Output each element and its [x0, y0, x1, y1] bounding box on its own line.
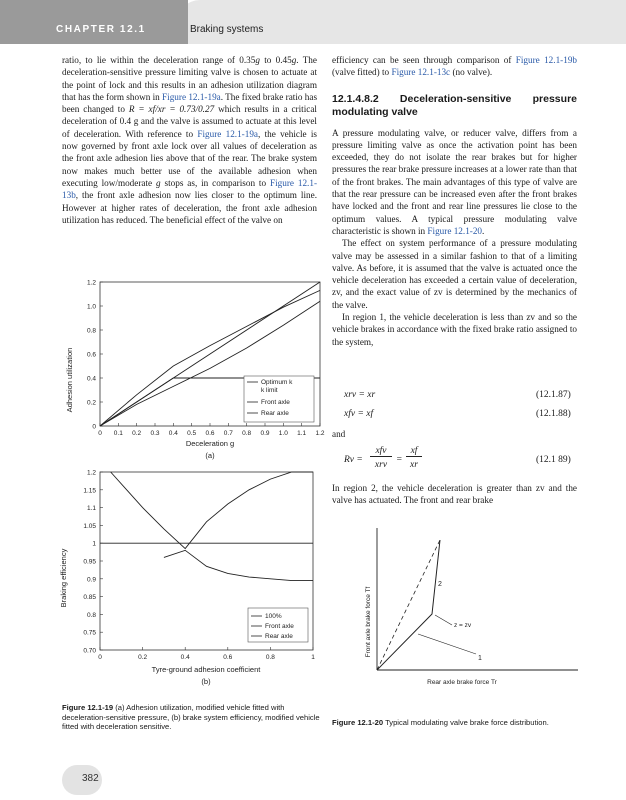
figure-link[interactable]: Figure 12.1-20	[427, 225, 483, 236]
equation-12-1-87: xrv = xr	[344, 390, 376, 400]
y-tick-label: 1.2	[86, 279, 96, 287]
x-tick-label: 0.7	[223, 430, 233, 437]
equation-number: (12.1.88)	[536, 409, 571, 419]
x-tick-label: 0.6	[223, 654, 233, 661]
and-word: and	[332, 429, 346, 439]
x-tick-label: 0.1	[113, 430, 123, 437]
fraction-numerator: xfv	[370, 446, 392, 457]
y-tick-label: 0.95	[83, 558, 96, 566]
text-run: (valve fitted) to	[332, 67, 392, 78]
caption-text: Typical modulating valve brake force distribution.	[385, 718, 549, 727]
right-column-text	[332, 54, 577, 348]
x-tick-label: 0.4	[168, 430, 178, 437]
text-run: efficiency can be seen through comparison of	[332, 55, 516, 65]
figure-19b-chart	[58, 466, 328, 688]
legend-front-axle: Front axle	[261, 399, 290, 406]
x-tick-label: 0.3	[150, 430, 160, 437]
text-run: g	[255, 55, 260, 65]
ratio-formula: R = xf/xr = 0.73/0.27	[128, 104, 215, 115]
y-tick-label: 1.05	[83, 522, 96, 530]
x-tick-label: 1.0	[278, 430, 288, 437]
text-run: to 0.45	[259, 55, 292, 65]
series-line-front-axle	[164, 550, 313, 580]
paragraph: In region 2, the vehicle deceleration is greater than zv and the valve has actuated. The front and rear brake	[332, 483, 577, 506]
figure-link[interactable]: Figure 12.1-19a	[197, 128, 259, 139]
legend-100: 100%	[265, 613, 282, 620]
x-tick-label: 0.9	[260, 430, 270, 437]
y-tick-label: 0.9	[86, 576, 96, 584]
caption-label: Figure 12.1-19	[62, 703, 114, 712]
header-section-tab	[178, 0, 626, 44]
legend-rear-axle: Rear axle	[265, 633, 293, 640]
y-tick-label: 0.8	[86, 611, 96, 619]
figure-sublabel: (a)	[205, 451, 215, 460]
y-tick-label: 0.70	[83, 647, 96, 655]
legend-optimum: Optimum k	[261, 379, 293, 386]
figure-20-caption	[332, 718, 582, 728]
y-tick-label: 0.2	[86, 399, 96, 407]
legend-front-axle: Front axle	[265, 623, 294, 630]
y-ticks	[87, 280, 103, 431]
figure-20-diagram	[358, 522, 583, 694]
x-tick-label: 0.4	[180, 654, 190, 661]
equation-number: (12.1.87)	[536, 390, 571, 400]
x-axis-label: Rear axle brake force Tr	[427, 679, 497, 686]
y-tick-label: 0.8	[86, 327, 96, 335]
fraction-numerator: xf	[406, 446, 422, 457]
figure-link[interactable]: Figure 12.1-19a	[162, 91, 221, 102]
figure-19-caption	[62, 703, 324, 732]
header-chapter-tab	[0, 0, 188, 44]
x-tick-label: 0.8	[242, 430, 252, 437]
page-number-badge	[62, 765, 102, 795]
text-run: .	[482, 225, 485, 236]
text-run: . The deceleration-sensitive pressure limiting valve is chosen to actuate at the point of lock and this results in an adhesion utilization diagram that has the form shown in	[62, 55, 317, 102]
text-run: (no valve).	[450, 67, 493, 78]
text-run: stops as, in comparison to	[160, 177, 270, 188]
chapter-label: CHAPTER 12.1	[56, 24, 146, 35]
y-tick-label: 1.15	[83, 487, 96, 495]
annotation-leader	[418, 634, 476, 654]
text-run: , the vehicle is now governed by front axle lock over all values of deceleration as the front axle adhesion lies above that of the rear. The brake system now makes much better use of the available adhesion when executing low/moderate	[62, 128, 318, 188]
equation-number: (12.1 89)	[536, 455, 571, 465]
y-tick-label: 0.4	[86, 375, 96, 383]
x-axis-label: Deceleration g	[185, 439, 235, 448]
caption-label: Figure 12.1-20	[332, 718, 384, 727]
series-lines	[100, 472, 313, 581]
y-tick-label: 1.1	[86, 505, 96, 513]
z-zv-label: z = zv	[454, 622, 472, 629]
text-run: g	[291, 55, 297, 65]
region-2-label: 2	[438, 581, 442, 588]
x-tick-label: 0.2	[138, 654, 148, 661]
figure-link[interactable]: Figure 12.1-13c	[391, 67, 451, 78]
y-tick-label: 0	[92, 423, 96, 431]
x-tick-label: 1.1	[297, 430, 307, 437]
y-tick-label: 0.6	[86, 351, 96, 359]
x-tick-label: 1	[311, 654, 315, 661]
x-axis-label: Tyre-ground adhesion coefficient	[151, 665, 261, 674]
figure-link[interactable]: Figure 12.1-13b	[62, 177, 318, 201]
y-tick-label: 1.2	[86, 469, 96, 477]
equation-12-1-88: xfv = xf	[344, 409, 374, 419]
x-tick-label: 1.2	[315, 430, 325, 437]
figure-19a-chart	[58, 272, 328, 464]
y-axis-label: Adhesion utilization	[65, 347, 74, 413]
x-tick-label: 0.5	[187, 430, 197, 437]
fraction-denominator: xr	[410, 460, 418, 470]
section-title: Braking systems	[190, 24, 264, 35]
x-tick-label: 0.2	[132, 430, 142, 437]
paragraph: In region 1, the vehicle deceleration is less than zv and so the vehicle brakes in accordance with the fixed brake ratio assigned to the system,	[332, 312, 577, 347]
y-tick-label: 1	[92, 540, 96, 548]
x-tick-label: 0.6	[205, 430, 215, 437]
x-ticks	[98, 647, 315, 661]
optimum-dashed-line	[377, 540, 440, 670]
paragraph: The effect on system performance of a pressure modulating valve may be assessed in a similar fashion to that of a limiting valve. As before, it is assumed that the valve is actuated once the vehicle deceleration has exceeded a certain value of deceleration, zv, and the exact value of zv is determined by the mechanics of the valve.	[332, 238, 577, 310]
text-run: g	[156, 177, 161, 188]
text-run: , the front axle adhesion now lies closer to the optimum line. However at higher rates of deceleration, the front axle adhesion utilization has reduced. The beneficial effect of the valve on	[62, 190, 317, 225]
section-heading: 12.1.4.8.2 Deceleration-sensitive pressure modulating valve	[332, 92, 577, 118]
text-run: which results in a critical deceleration of 0.4 g and the valve is assumed to actuate at this level of deceleration. With reference to	[62, 104, 317, 139]
series-line-rear-axle	[111, 472, 313, 549]
x-tick-label: 0.8	[265, 654, 275, 661]
y-tick-label: 0.85	[83, 594, 96, 602]
fraction-denominator: xrv	[374, 460, 388, 470]
region-1-label: 1	[478, 655, 482, 662]
equation-12-1-89-lhs: Rv =	[344, 455, 363, 465]
caption-text: (a) Adhesion utilization, modified vehicle fitted with deceleration-sensitive pressure, (b) brake system efficiency, modified vehicle fitted with deceleration sensitive.	[62, 703, 320, 732]
y-tick-label: 1.0	[86, 303, 96, 311]
y-axis-label: Front axle brake force Tf	[365, 586, 372, 658]
x-ticks	[98, 423, 325, 437]
legend-rear-axle: Rear axle	[261, 410, 289, 417]
page-number: 382	[82, 773, 99, 784]
figure-sublabel: (b)	[201, 677, 211, 686]
y-tick-label: 0.75	[83, 629, 96, 637]
annotation-arrow	[435, 615, 452, 625]
y-axis-label: Braking efficiency	[59, 548, 68, 608]
legend-k-limit: k limit	[261, 387, 278, 394]
x-tick-label: 0	[98, 654, 102, 661]
text-run: ratio, to lie within the deceleration range of 0.35	[62, 55, 256, 65]
equals-sign: =	[396, 455, 403, 465]
text-run: A pressure modulating valve, or reducer valve, differs from a pressure limiting valve as once the activation point has been exceeded, they do not isolate the rear brakes but for higher pressures the rear brake pressure increases at a lower rate than that of the front brakes. The main advantages of this type of valve are that the rear pressure can be increased even after the front brakes have locked and the front and rear line pressures lie close to the optimum values. A typical pressure modulating valve characteristic is shown in	[332, 127, 577, 236]
figure-link[interactable]: Figure 12.1-19b	[515, 55, 578, 65]
x-tick-label: 0	[98, 430, 102, 437]
left-column-text	[62, 54, 317, 226]
text-run: . The fixed brake ratio has been changed to	[62, 91, 318, 115]
